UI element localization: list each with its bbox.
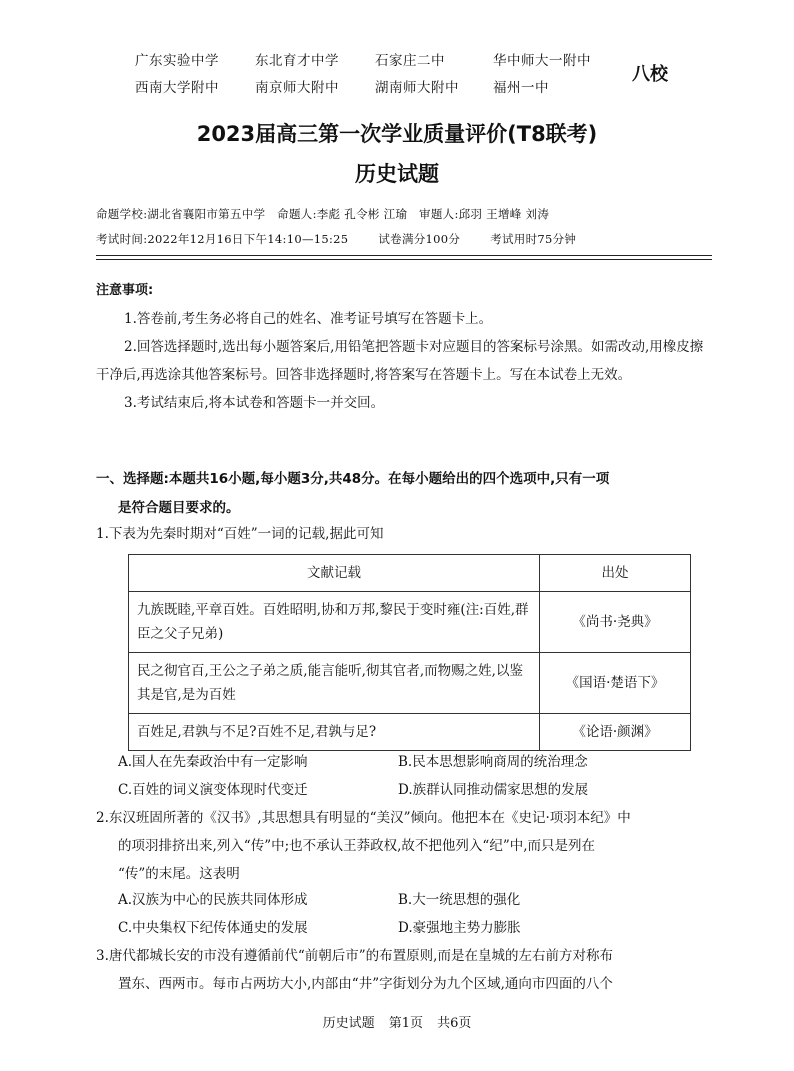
- header-divider: [96, 255, 712, 256]
- table-row: [129, 714, 691, 751]
- option-b: B.民本思想影响商周的统治理念: [398, 754, 588, 770]
- option-c: C.中央集权下纪传体通史的发展: [118, 920, 308, 936]
- exam-time: 考试时间:2022年12月16日下午14:10—15:25: [96, 232, 349, 246]
- option-a: A.汉族为中心的民族共同体形成: [118, 892, 308, 908]
- group-label: 八校: [632, 64, 668, 85]
- notes-section: [96, 277, 716, 417]
- table-row: [129, 592, 691, 653]
- school-name: 华中师大一附中: [493, 53, 591, 69]
- note-item: 3.考试结束后,将本试卷和答题卡一并交回。: [124, 395, 385, 411]
- table-header-row: [129, 555, 691, 592]
- school-row-1: [135, 48, 591, 75]
- school-name: 广东实验中学: [135, 53, 219, 69]
- question-3-stem: [96, 942, 716, 998]
- question-line: 3.唐代都城长安的市没有遵循前代“前朝后市”的布置原则,而是在皇城的左右前方对称布: [96, 948, 613, 964]
- table-cell: 九族既睦,平章百姓。百姓昭明,协和万邦,黎民于变时雍(注:百姓,群臣之父子兄弟): [129, 592, 540, 653]
- school-name: 湖南师大附中: [375, 80, 459, 96]
- question-line: “传”的末尾。这表明: [118, 866, 240, 882]
- school-name: 南京师大附中: [255, 80, 339, 96]
- question-line: 的项羽排挤出来,列入“传”中;也不承认王莽政权,故不把他列入“纪”中,而只是列在: [118, 838, 596, 854]
- footer-total: 共6页: [437, 1016, 472, 1031]
- question-1-stem: 1.下表为先秦时期对“百姓”一词的记载,据此可知: [96, 526, 384, 542]
- school-name: 石家庄二中: [375, 53, 445, 69]
- option-d: D.豪强地主势力膨胀: [398, 920, 521, 936]
- note-item: 1.答卷前,考生务必将自己的姓名、准考证号填写在答题卡上。: [124, 311, 493, 327]
- notes-heading: 注意事项:: [96, 283, 154, 298]
- question-1-table: [128, 554, 691, 751]
- section-line: 是符合题目要求的。: [118, 500, 240, 516]
- footer-subject: 历史试题: [322, 1016, 375, 1031]
- table-cell: 百姓足,君孰与不足?百姓不足,君孰与足?: [129, 714, 540, 751]
- school-name: 东北育才中学: [255, 53, 339, 69]
- school-name: 福州一中: [493, 80, 549, 96]
- option-b: B.大一统思想的强化: [398, 892, 521, 908]
- page-footer: [0, 1012, 794, 1031]
- duration: 考试用时75分钟: [490, 232, 577, 246]
- author-info: 命题学校:湖北省襄阳市第五中学 命题人:李彪 孔令彬 江瑜 审题人:邱羽 王增峰 刘涛: [96, 207, 550, 221]
- subject-title: 历史试题: [355, 162, 439, 186]
- exam-title: 2023届高三第一次学业质量评价(T8联考): [196, 122, 598, 146]
- table-cell-source: 《尚书·尧典》: [540, 592, 691, 653]
- school-row-2: [135, 75, 591, 102]
- question-2-options: [118, 886, 521, 942]
- table-header: 出处: [540, 555, 691, 592]
- question-1-options: [118, 748, 588, 804]
- note-item: 2.回答选择题时,选出每小题答案后,用铅笔把答题卡对应题目的答案标号涂黑。如需改动,用橡皮擦干净后,再选涂其他答案标号。回答非选择题时,将答案写在答题卡上。写在本试卷上无效。: [96, 339, 704, 383]
- question-line: 2.东汉班固所著的《汉书》,其思想具有明显的“美汉”倾向。他把本在《史记·项羽本纪》中: [96, 810, 631, 826]
- header-divider-thin: [96, 259, 712, 260]
- table-cell-source: 《国语·楚语下》: [540, 653, 691, 714]
- option-a: A.国人在先秦政治中有一定影响: [118, 754, 308, 770]
- option-d: D.族群认同推动儒家思想的发展: [398, 782, 589, 798]
- table-cell: 民之彻官百,王公之子弟之质,能言能听,彻其官者,而物赐之姓,以鉴其是官,是为百姓: [129, 653, 540, 714]
- exam-info: [96, 231, 602, 247]
- school-name: 西南大学附中: [135, 80, 219, 96]
- section-line: 一、选择题:本题共16小题,每小题3分,共48分。在每小题给出的四个选项中,只有一项: [96, 471, 610, 487]
- option-c: C.百姓的词义演变体现时代变迁: [118, 782, 308, 798]
- section-heading: [96, 465, 716, 523]
- school-list: [135, 48, 591, 102]
- full-score: 试卷满分100分: [378, 232, 461, 246]
- table-header: 文献记载: [129, 555, 540, 592]
- question-2-stem: [96, 804, 716, 888]
- table-cell-source: 《论语·颜渊》: [540, 714, 691, 751]
- table-row: [129, 653, 691, 714]
- question-line: 置东、西两市。每市占两坊大小,内部由“井”字街划分为九个区域,通向市四面的八个: [118, 976, 613, 992]
- footer-page: 第1页: [388, 1016, 423, 1031]
